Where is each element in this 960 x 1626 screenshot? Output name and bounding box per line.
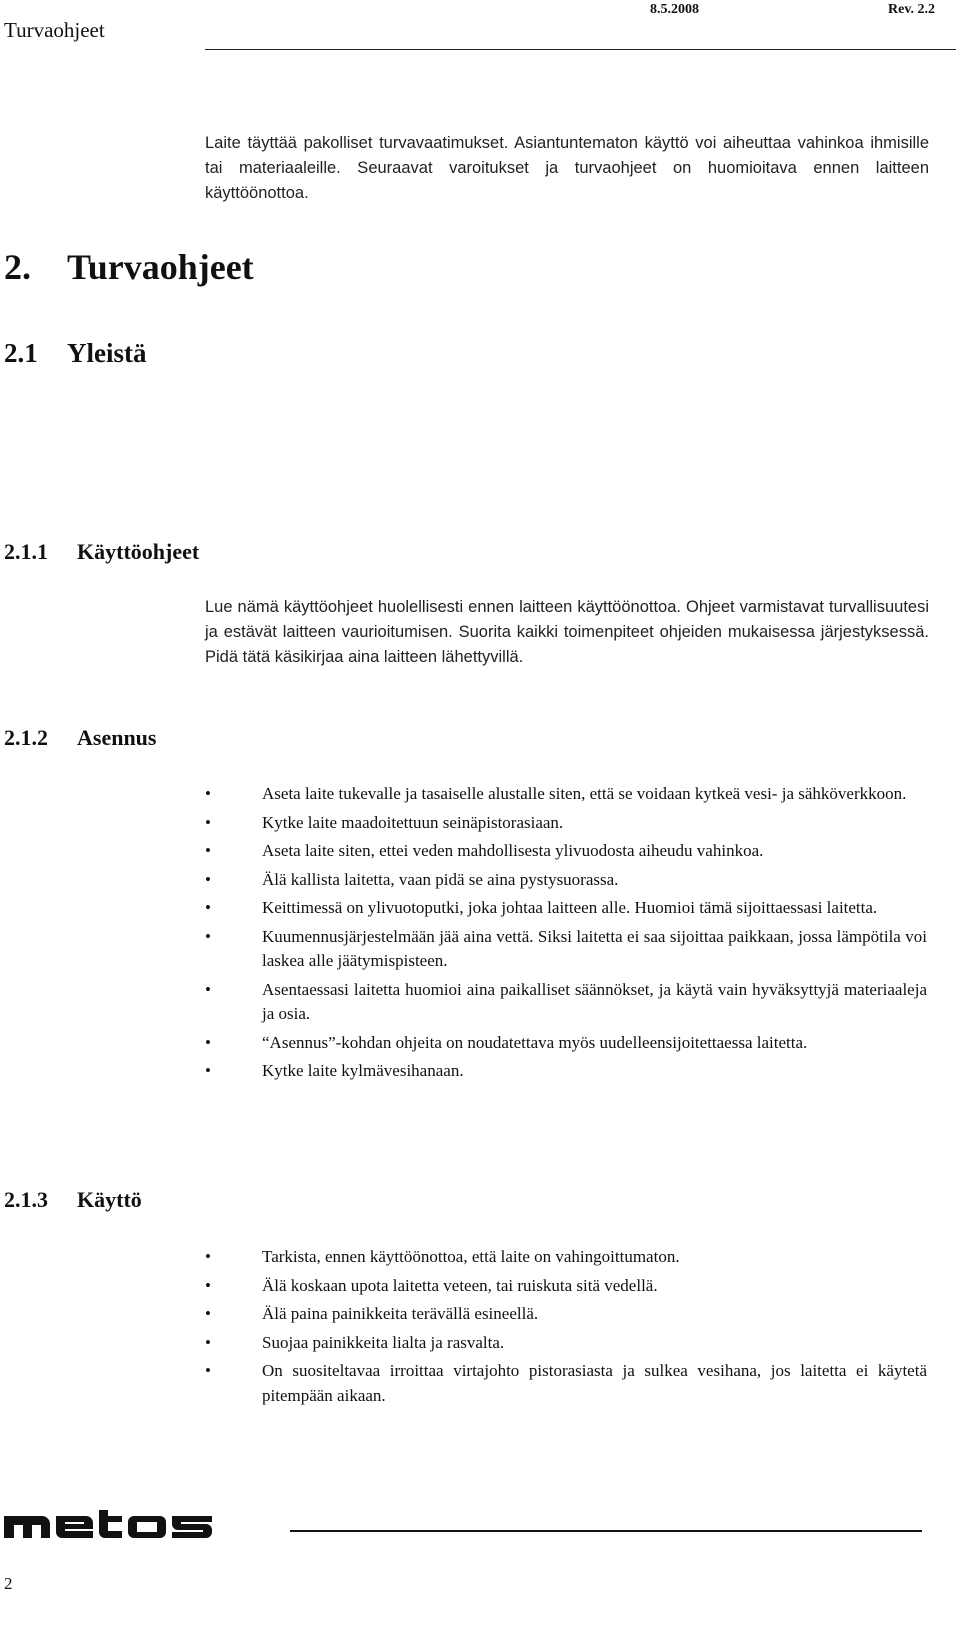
list-item (205, 1059, 927, 1084)
list-item (205, 978, 927, 1027)
list-item-text: Keittimessä on ylivuotoputki, joka johtaa laitteen alle. Huomioi tämä sijoittaessasi laitetta. (262, 898, 878, 917)
list-item (205, 868, 927, 893)
bullet-icon: • (205, 1061, 211, 1080)
header-divider (205, 49, 956, 50)
section-title: Yleistä (67, 338, 147, 368)
section-heading-general (4, 338, 146, 369)
bullet-icon: • (205, 869, 211, 889)
instructions-paragraph: Lue nämä käyttöohjeet huolellisesti ennen laitteen käyttöönottoa. Ohjeet varmistavat turvallisuutesi ja estävät laitteen vaurioitumisen. Suorita kaikki toimenpiteet ohjeiden mukaisessa järjestyksessä. Pidä tätä käsikirjaa aina laitteen lähettyvillä. (205, 598, 929, 666)
section-title: Käyttö (77, 1187, 142, 1212)
list-item (205, 839, 927, 864)
section-number: 2.1.1 (4, 539, 48, 564)
list-item (205, 1359, 927, 1408)
list-item-text: Aseta laite tukevalle ja tasaiselle alustalle siten, että se voidaan kytkeä vesi- ja sähköverkkoon. (262, 784, 907, 803)
list-item (205, 1274, 927, 1299)
bullet-icon: • (205, 841, 211, 860)
list-item-text: Suojaa painikkeita lialta ja rasvalta. (262, 1332, 505, 1352)
list-item-text: Tarkista, ennen käyttöönottoa, että laite on vahingoittumaton. (262, 1247, 680, 1266)
bullet-icon: • (205, 979, 211, 999)
bullet-icon: • (205, 1032, 211, 1052)
general-paragraph: Laite täyttää pakolliset turvavaatimukset. Asiantuntematon käyttö voi aiheuttaa vahinkoa ihmisille tai materiaaleille. Seuraavat varoitukset ja turvaohjeet on huomioitava ennen laitteen käyttöönottoa. (205, 134, 929, 202)
list-item-text: Kytke laite maadoitettuun seinäpistorasiaan. (262, 812, 564, 832)
chapter-heading (4, 246, 254, 288)
list-item-text: “Asennus”-kohdan ohjeita on noudatettava myös uudelleensijoitettaessa laitetta. (262, 1032, 808, 1052)
list-item (205, 925, 927, 974)
list-item (205, 1031, 927, 1056)
list-item-text: Asentaessasi laitetta huomioi aina paikalliset säännökset, ja käytä vain hyväksyttyjä materiaaleja ja osia. (262, 979, 927, 1023)
list-item-text: Älä paina painikkeita terävällä esineellä. (262, 1304, 539, 1323)
section-number: 2.1.3 (4, 1187, 48, 1212)
bullet-icon: • (205, 1332, 211, 1352)
list-item-text: On suositeltavaa irroittaa virtajohto pistorasiasta ja sulkea vesihana, jos laitetta ei käytetä pitempään aikaan. (262, 1361, 927, 1405)
bullet-icon: • (205, 784, 211, 803)
chapter-title: Turvaohjeet (67, 247, 254, 287)
bullet-icon: • (205, 1247, 211, 1266)
use-list (205, 1245, 927, 1412)
list-item (205, 1245, 927, 1270)
bullet-icon: • (205, 898, 211, 917)
bullet-icon: • (205, 1304, 211, 1323)
section-number: 2.1.2 (4, 725, 48, 750)
header-date: 8.5.2008 (650, 2, 699, 17)
bullet-icon: • (205, 1275, 211, 1295)
list-item (205, 782, 927, 807)
list-item-text: Kytke laite kylmävesihanaan. (262, 1061, 464, 1080)
page-number: 2 (4, 1574, 13, 1593)
footer-divider (290, 1530, 922, 1532)
list-item-text: Aseta laite siten, ettei veden mahdollisesta ylivuodosta aiheudu vahinkoa. (262, 841, 764, 860)
bullet-icon: • (205, 1361, 211, 1380)
list-item (205, 896, 927, 921)
section-title: Asennus (77, 725, 157, 750)
chapter-number: 2. (4, 247, 31, 287)
bullet-icon: • (205, 926, 211, 946)
list-item (205, 1331, 927, 1356)
bullet-icon: • (205, 812, 211, 832)
list-item-text: Kuumennusjärjestelmään jää aina vettä. Siksi laitetta ei saa sijoittaa paikkaan, jossa lämpötila voi laskea alle jäätymispisteen. (262, 926, 927, 970)
metos-logo (4, 1510, 212, 1540)
section-heading-instructions (4, 539, 199, 565)
section-heading-use (4, 1187, 142, 1213)
list-item (205, 1302, 927, 1327)
installation-list (205, 782, 927, 1088)
list-item-text: Älä koskaan upota laitetta veteen, tai ruiskuta sitä vedellä. (262, 1275, 658, 1295)
section-heading-installation (4, 725, 156, 751)
list-item (205, 811, 927, 836)
list-item-text: Älä kallista laitetta, vaan pidä se aina pystysuorassa. (262, 869, 619, 889)
section-number: 2.1 (4, 338, 38, 368)
section-title: Käyttöohjeet (77, 539, 200, 564)
running-header-title: Turvaohjeet (4, 18, 105, 42)
header-revision: Rev. 2.2 (888, 2, 936, 17)
